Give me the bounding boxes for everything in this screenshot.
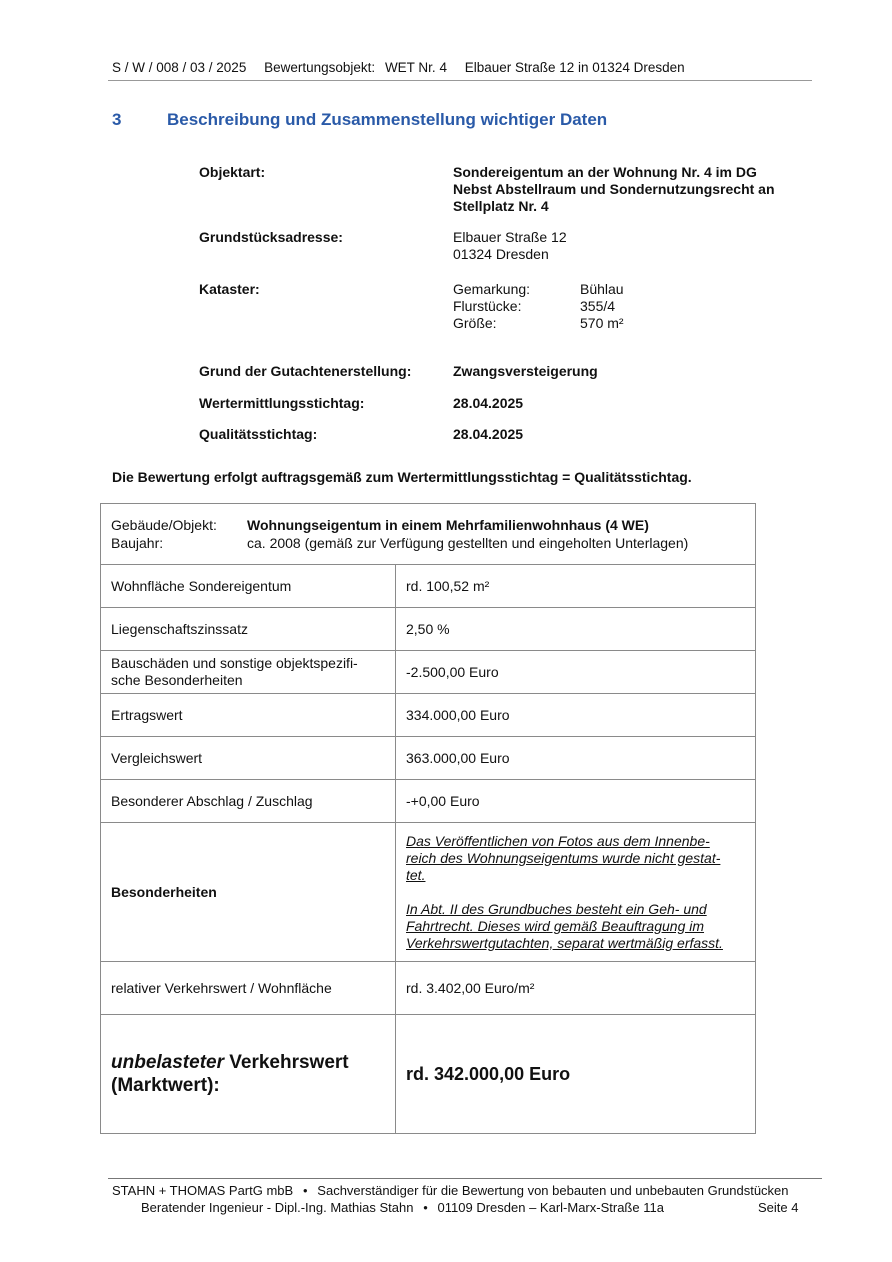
header-label: Bewertungsobjekt: <box>264 60 376 75</box>
kataster-value: 355/4 <box>580 298 616 314</box>
row-label: Liegenschaftszinssatz <box>101 608 396 651</box>
header-address: Elbauer Straße 12 in 01324 Dresden <box>464 60 685 75</box>
row-label-line: sche Besonderheiten <box>111 672 243 688</box>
verkehrswert-label-em: unbelasteter <box>111 1052 224 1073</box>
table-row <box>101 651 756 694</box>
table-row <box>101 962 756 1015</box>
verkehrswert-label-line2: (Marktwert): <box>111 1075 220 1096</box>
qualitaet-value: 28.04.2025 <box>453 426 524 442</box>
besonderheiten-label: Besonderheiten <box>101 823 396 962</box>
relativ-value: rd. 3.402,00 Euro/m² <box>396 962 756 1015</box>
table-row <box>101 694 756 737</box>
footer-line-2 <box>141 1200 664 1215</box>
table-row <box>101 504 756 565</box>
table-row <box>101 780 756 823</box>
object-cell <box>101 504 756 565</box>
besonderheiten-paragraph: In Abt. II des Grundbuches besteht ein Geh- und Fahrtrecht. Dieses wird gemäß Beauftragung im Verkehrswertgutachten, separat wertmäßig erfasst. <box>406 900 723 951</box>
objektart-value <box>453 164 775 215</box>
table-row <box>101 1015 756 1134</box>
row-label-line: Bauschäden und sonstige objektspezifi- <box>111 655 358 671</box>
footer-engineer: Beratender Ingenieur - Dipl.-Ing. Mathias Stahn <box>141 1200 414 1215</box>
gebaeude-label: Gebäude/Objekt: <box>111 517 217 533</box>
table-row <box>101 737 756 780</box>
objektart-line: Stellplatz Nr. 4 <box>453 198 549 214</box>
section-title: Beschreibung und Zusammenstellung wichtiger Daten <box>167 110 608 129</box>
qualitaet-label: Qualitätsstichtag: <box>199 426 318 442</box>
row-value: 334.000,00 Euro <box>396 694 756 737</box>
kataster-value: Bühlau <box>580 281 624 297</box>
verkehrswert-label <box>101 1015 396 1134</box>
relativ-label: relativer Verkehrswert / Wohnfläche <box>101 962 396 1015</box>
header-ref: S / W / 008 / 03 / 2025 <box>112 60 247 75</box>
summary-table <box>100 503 756 1134</box>
gebaeude-value: Wohnungseigentum in einem Mehrfamilienwohnhaus (4 WE) <box>247 517 649 533</box>
header-divider <box>108 80 812 81</box>
stichtag-label: Wertermittlungsstichtag: <box>199 395 365 411</box>
row-label: Vergleichswert <box>101 737 396 780</box>
kataster-key: Flurstücke: <box>453 298 522 314</box>
row-value: rd. 100,52 m² <box>396 565 756 608</box>
kataster-key: Größe: <box>453 315 497 331</box>
row-label: Besonderer Abschlag / Zuschlag <box>101 780 396 823</box>
verkehrswert-value: rd. 342.000,00 Euro <box>396 1015 756 1134</box>
section-number: 3 <box>112 110 122 129</box>
row-value: 2,50 % <box>396 608 756 651</box>
grund-label: Grund der Gutachtenerstellung: <box>199 363 412 379</box>
verkehrswert-label-rest: Verkehrswert <box>229 1052 349 1073</box>
row-value: -2.500,00 Euro <box>396 651 756 694</box>
kataster-value: 570 m² <box>580 315 624 331</box>
row-label: Ertragswert <box>101 694 396 737</box>
besonderheiten-value <box>396 823 756 962</box>
adresse-line: 01324 Dresden <box>453 246 549 262</box>
table-row <box>101 823 756 962</box>
objektart-line: Sondereigentum an der Wohnung Nr. 4 im DG <box>453 164 757 180</box>
bullet-icon: ● <box>302 1186 308 1195</box>
footer-line-1 <box>112 1183 789 1198</box>
objektart-label: Objektart: <box>199 164 266 180</box>
bullet-icon: ● <box>423 1203 428 1212</box>
kataster-key: Gemarkung: <box>453 281 531 297</box>
row-value: 363.000,00 Euro <box>396 737 756 780</box>
stichtag-value: 28.04.2025 <box>453 395 524 411</box>
table-row <box>101 608 756 651</box>
footer-company: STAHN + THOMAS PartG mbB <box>112 1183 294 1198</box>
besonderheiten-paragraph: Das Veröffentlichen von Fotos aus dem Innenbe- reich des Wohnungseigentums wurde nicht gestat- tet. <box>406 832 721 883</box>
baujahr-label: Baujahr: <box>111 535 164 551</box>
footer-description: Sachverständiger für die Bewertung von bebauten und unbebauten Grundstücken <box>317 1183 789 1198</box>
adresse-label: Grundstücksadresse: <box>199 229 343 245</box>
page-number: Seite 4 <box>758 1200 799 1215</box>
footer-address: 01109 Dresden – Karl-Marx-Straße 11a <box>437 1200 664 1215</box>
row-value: -+0,00 Euro <box>396 780 756 823</box>
baujahr-value: ca. 2008 (gemäß zur Verfügung gestellten und eingeholten Unterlagen) <box>247 535 689 551</box>
adresse-line: Elbauer Straße 12 <box>453 229 567 245</box>
adresse-value <box>453 229 567 263</box>
footer-divider <box>108 1178 822 1179</box>
table-row <box>101 565 756 608</box>
valuation-note: Die Bewertung erfolgt auftragsgemäß zum Wertermittlungsstichtag = Qualitätsstichtag. <box>112 469 692 485</box>
header-object: WET Nr. 4 <box>384 60 447 75</box>
kataster-label: Kataster: <box>199 281 260 297</box>
row-label: Wohnfläche Sondereigentum <box>101 565 396 608</box>
page-header <box>112 60 699 75</box>
grund-value: Zwangsversteigerung <box>453 363 598 379</box>
row-label <box>101 651 396 694</box>
objektart-line: Nebst Abstellraum und Sondernutzungsrecht an <box>453 181 775 197</box>
